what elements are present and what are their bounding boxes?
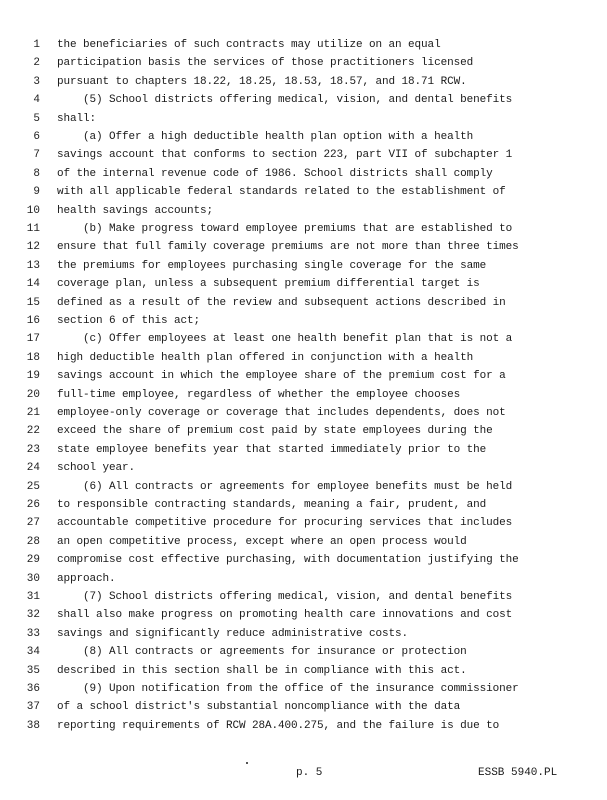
line-text: employee-only coverage or coverage that includes dependents, does not <box>57 407 506 419</box>
line-number: 26 <box>26 499 40 511</box>
line-number: 28 <box>26 535 40 548</box>
document-line <box>0 146 607 165</box>
line-number: 35 <box>26 664 40 677</box>
document-line <box>0 275 607 294</box>
line-text: section 6 of this act; <box>57 315 201 327</box>
document-line <box>0 680 607 699</box>
line-number: 24 <box>26 462 40 475</box>
line-number: 9 <box>33 186 40 199</box>
document-line <box>0 662 607 681</box>
line-text: (6) All contracts or agreements for employee benefits must be held <box>57 480 513 493</box>
line-number: 14 <box>26 278 40 291</box>
document-line <box>0 551 607 570</box>
line-text: (5) School districts offering medical, vision, and dental benefits <box>57 94 513 107</box>
document-line <box>0 202 607 221</box>
line-text: the premiums for employees purchasing single coverage for the same <box>57 259 487 272</box>
line-number: 3 <box>33 75 40 88</box>
document-line <box>0 165 607 184</box>
document-line <box>0 514 607 533</box>
document-line <box>0 349 607 368</box>
line-text: (a) Offer a high deductible health plan option with a health <box>57 131 474 143</box>
document-line <box>0 533 607 552</box>
line-number: 4 <box>33 94 40 107</box>
document-line <box>0 496 607 515</box>
line-text: of a school district's substantial noncompliance with the data <box>57 701 461 714</box>
document-line <box>0 128 607 147</box>
line-text: (9) Upon notification from the office of the insurance commissioner <box>57 683 519 695</box>
line-text: ensure that full family coverage premiums are not more than three times <box>57 241 519 254</box>
line-number: 13 <box>26 259 40 272</box>
line-text: (8) All contracts or agreements for insurance or protection <box>57 646 467 659</box>
line-number: 10 <box>26 204 40 217</box>
line-text: approach. <box>57 572 116 585</box>
line-number: 6 <box>33 131 40 143</box>
document-line <box>0 441 607 460</box>
line-text: high deductible health plan offered in conjunction with a health <box>57 351 474 364</box>
line-number: 38 <box>26 719 40 732</box>
line-text: health savings accounts; <box>57 204 214 217</box>
document-line <box>0 386 607 405</box>
document-line <box>0 54 607 73</box>
line-text: of the internal revenue code of 1986. School districts shall comply <box>57 167 493 180</box>
line-number: 15 <box>26 296 40 309</box>
line-number: 19 <box>26 370 40 383</box>
line-text: (7) School districts offering medical, vision, and dental benefits <box>57 591 513 603</box>
document-line <box>0 294 607 313</box>
line-number: 18 <box>26 351 40 364</box>
line-text: with all applicable federal standards related to the establishment of <box>57 186 506 199</box>
document-line <box>0 238 607 257</box>
document-line <box>0 404 607 423</box>
line-number: 17 <box>26 333 40 346</box>
line-number: 16 <box>26 315 40 327</box>
document-line <box>0 330 607 349</box>
line-text: compromise cost effective purchasing, with documentation justifying the <box>57 554 519 567</box>
line-number: 23 <box>26 443 40 456</box>
line-text: an open competitive process, except where an open process would <box>57 535 467 548</box>
line-number: 12 <box>26 241 40 254</box>
document-line <box>0 570 607 589</box>
line-number: 5 <box>33 112 40 125</box>
line-number: 21 <box>26 407 40 419</box>
line-text: reporting requirements of RCW 28A.400.275, and the failure is due to <box>57 719 500 732</box>
line-text: to responsible contracting standards, meaning a fair, prudent, and <box>57 499 487 511</box>
line-number: 31 <box>26 591 40 603</box>
bill-identifier: ESSB 5940.PL <box>478 767 558 779</box>
line-number: 25 <box>26 480 40 493</box>
document-line <box>0 606 607 625</box>
document-line <box>0 459 607 478</box>
line-text: coverage plan, unless a subsequent premium differential target is <box>57 278 480 291</box>
line-number: 2 <box>33 57 40 70</box>
line-text: school year. <box>57 462 136 475</box>
line-text: described in this section shall be in compliance with this act. <box>57 664 467 677</box>
line-text: exceed the share of premium cost paid by state employees during the <box>57 425 493 438</box>
line-text: shall: <box>57 112 97 125</box>
line-text: full-time employee, regardless of whether the employee chooses <box>57 388 461 401</box>
document-line <box>0 478 607 497</box>
line-text: pursuant to chapters 18.22, 18.25, 18.53, 18.57, and 18.71 RCW. <box>57 75 467 88</box>
line-text: shall also make progress on promoting health care innovations and cost <box>57 609 513 622</box>
line-text: state employee benefits year that started immediately prior to the <box>57 443 487 456</box>
document-line <box>0 257 607 276</box>
scan-speck <box>246 762 248 764</box>
line-number: 22 <box>26 425 40 438</box>
line-number: 32 <box>26 609 40 622</box>
document-line <box>0 698 607 717</box>
line-number: 29 <box>26 554 40 567</box>
line-text: participation basis the services of those practitioners licensed <box>57 57 474 70</box>
document-line <box>0 183 607 202</box>
line-text: savings account that conforms to section 223, part VII of subchapter 1 <box>57 149 513 162</box>
document-line <box>0 717 607 736</box>
line-number: 37 <box>26 701 40 714</box>
document-line <box>0 220 607 239</box>
line-number: 36 <box>26 683 40 695</box>
document-line <box>0 367 607 386</box>
line-number: 27 <box>26 517 40 530</box>
line-number: 7 <box>33 149 40 162</box>
line-text: defined as a result of the review and subsequent actions described in <box>57 296 506 309</box>
document-line <box>0 110 607 129</box>
line-text: savings and significantly reduce administrative costs. <box>57 627 409 640</box>
line-number: 20 <box>26 388 40 401</box>
line-number: 8 <box>33 167 40 180</box>
line-text: accountable competitive procedure for procuring services that includes <box>57 517 513 530</box>
line-text: (c) Offer employees at least one health benefit plan that is not a <box>57 333 513 346</box>
page-number: p. 5 <box>296 767 323 779</box>
line-text: the beneficiaries of such contracts may utilize on an equal <box>57 39 441 51</box>
document-line <box>0 312 607 331</box>
line-number: 34 <box>26 646 40 659</box>
line-number: 33 <box>26 627 40 640</box>
document-line <box>0 36 607 55</box>
document-line <box>0 73 607 92</box>
line-number: 30 <box>26 572 40 585</box>
document-line <box>0 625 607 644</box>
document-line <box>0 91 607 110</box>
line-number: 1 <box>33 39 40 51</box>
document-line <box>0 588 607 607</box>
line-text: (b) Make progress toward employee premiums that are established to <box>57 223 513 235</box>
document-line <box>0 643 607 662</box>
line-text: savings account in which the employee share of the premium cost for a <box>57 370 506 383</box>
line-number: 11 <box>26 223 40 235</box>
document-line <box>0 422 607 441</box>
